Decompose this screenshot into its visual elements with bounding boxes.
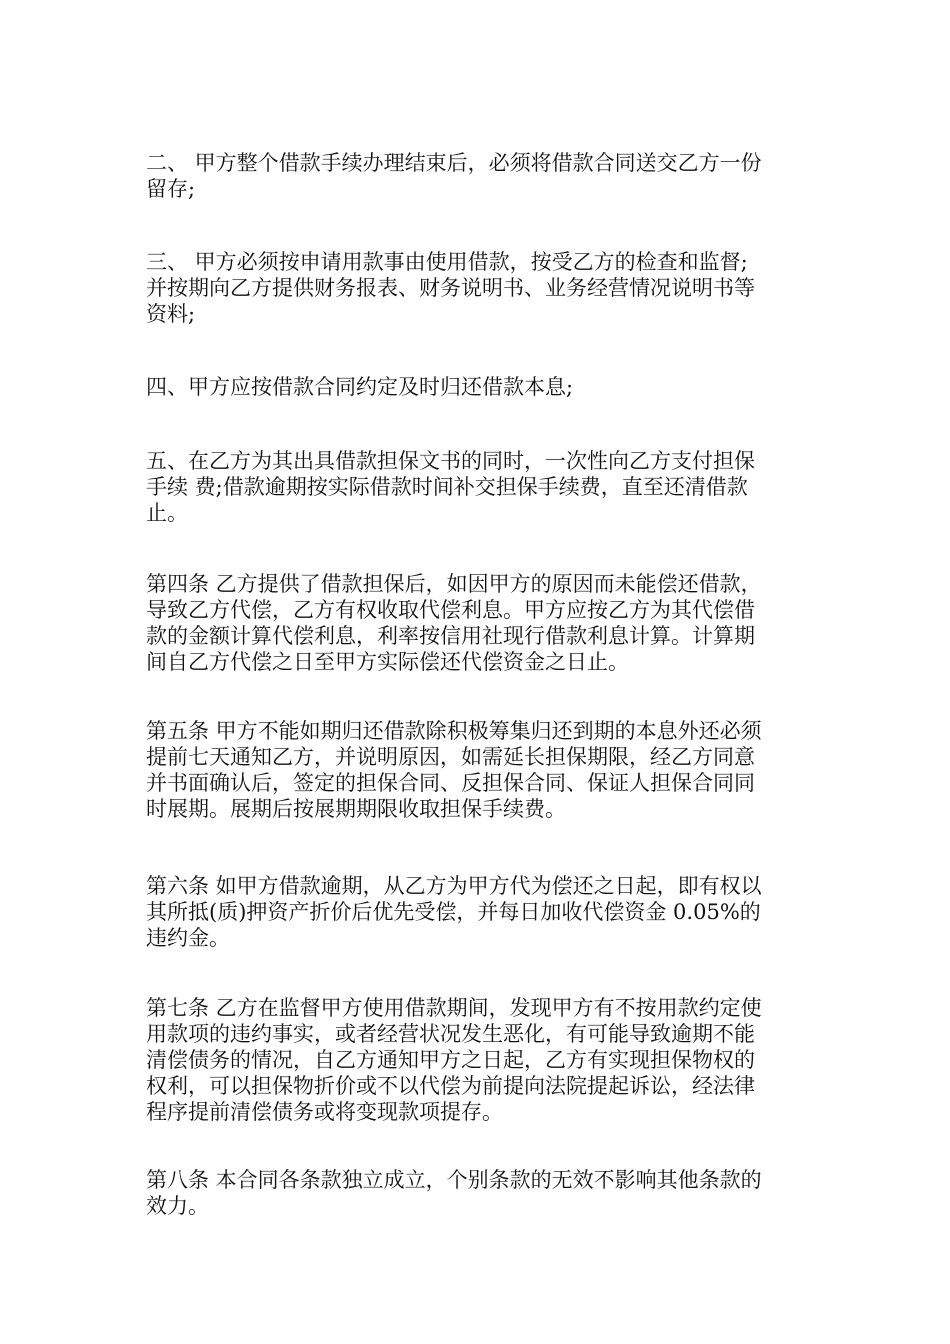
text-line: 权利，可以担保物折价或不以代偿为前提向法院提起诉讼，经法律 [146, 1074, 755, 1098]
text-line: 止。 [146, 501, 188, 525]
text-line: 第四条 乙方提供了借款担保后，如因甲方的原因而未能偿还借款， [146, 572, 762, 596]
text-line: 并按期向乙方提供财务报表、财务说明书、业务经营情况说明书等 [146, 276, 755, 300]
text-line: 第六条 如甲方借款逾期，从乙方为甲方代为偿还之日起，即有权以 [146, 874, 762, 898]
text-line: 违约金。 [146, 926, 230, 950]
clause-4-paragraph [146, 374, 816, 400]
article-7-paragraph [146, 995, 816, 1125]
text-line: 款的金额计算代偿利息，利率按信用社现行借款利息计算。计算期 [146, 624, 755, 648]
text-line: 第八条 本合同各条款独立成立，个别条款的无效不影响其他条款的 [146, 1168, 762, 1192]
text-line: 资料; [146, 302, 196, 326]
text-line: 二、 甲方整个借款手续办理结束后，必须将借款合同送交乙方一份 [146, 151, 762, 175]
clause-5-paragraph [146, 448, 816, 526]
clause-2-paragraph [146, 150, 816, 202]
text-line: 五、在乙方为其出具借款担保文书的同时，一次性向乙方支付担保 [146, 449, 755, 473]
article-5-paragraph [146, 718, 816, 822]
clause-3-paragraph [146, 249, 816, 327]
text-line: 提前七天通知乙方，并说明原因，如需延长担保期限，经乙方同意 [146, 745, 755, 769]
text-line: 导致乙方代偿，乙方有权收取代偿利息。甲方应按乙方为其代偿借 [146, 598, 755, 622]
text-line: 四、甲方应按借款合同约定及时归还借款本息; [146, 375, 574, 399]
article-4-paragraph [146, 571, 816, 675]
text-line: 手续 费;借款逾期按实际借款时间补交担保手续费，直至还清借款 [146, 475, 748, 499]
text-line: 间自乙方代偿之日至甲方实际偿还代偿资金之日止。 [146, 650, 629, 674]
article-6-paragraph [146, 873, 816, 951]
text-line: 清偿债务的情况，自乙方通知甲方之日起，乙方有实现担保物权的 [146, 1048, 755, 1072]
text-line: 效力。 [146, 1194, 209, 1218]
text-line: 用款项的违约事实，或者经营状况发生恶化，有可能导致逾期不能 [146, 1022, 755, 1046]
text-line: 第五条 甲方不能如期归还借款除积极筹集归还到期的本息外还必须 [146, 719, 762, 743]
text-line: 其所抵(质)押资产折价后优先受偿，并每日加收代偿资金 0.05%的 [146, 900, 761, 924]
article-8-paragraph [146, 1167, 816, 1219]
text-line: 三、 甲方必须按申请用款事由使用借款，按受乙方的检查和监督; [146, 250, 748, 274]
text-line: 程序提前清偿债务或将变现款项提存。 [146, 1100, 503, 1124]
text-line: 留存; [146, 177, 196, 201]
text-line: 并书面确认后，签定的担保合同、反担保合同、保证人担保合同同 [146, 771, 755, 795]
text-line: 第七条 乙方在监督甲方使用借款期间，发现甲方有不按用款约定使 [146, 996, 762, 1020]
text-line: 时展期。展期后按展期期限收取担保手续费。 [146, 797, 566, 821]
